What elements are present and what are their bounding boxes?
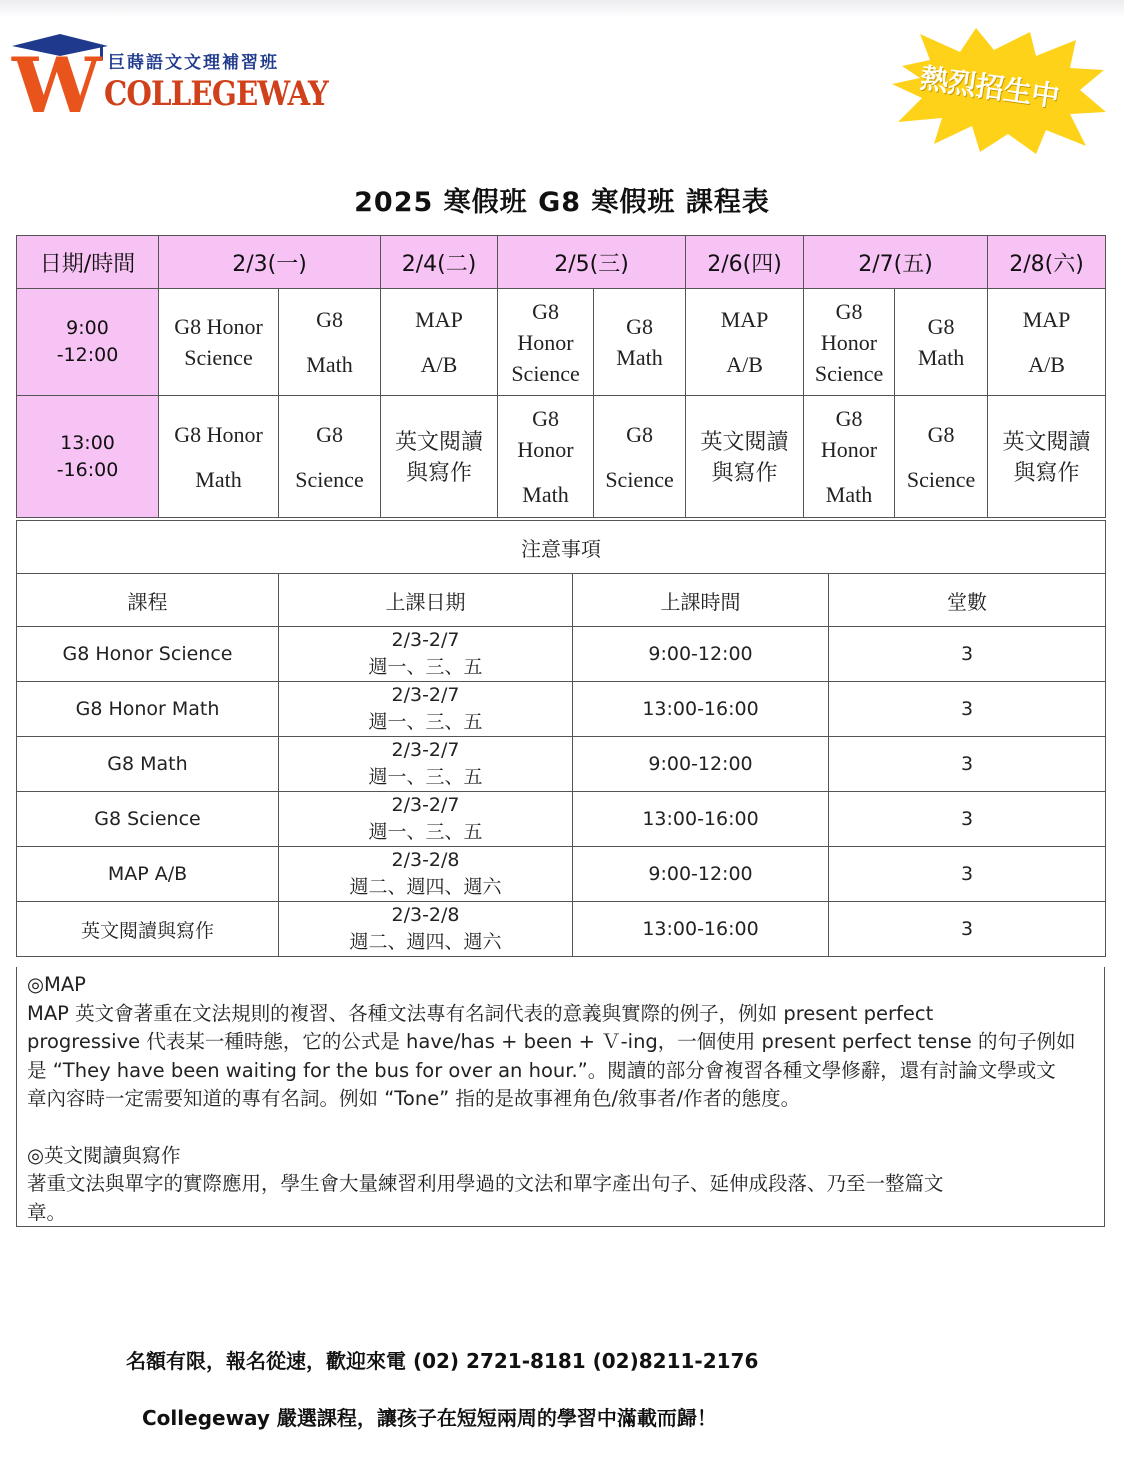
class-label: Math [825,482,873,507]
weekdays: 週一、三、五 [368,711,483,733]
course-cell: 英文閱讀與寫作 [17,902,279,957]
course-cell: G8 Honor Math [17,682,279,737]
class-label: Science [295,466,364,492]
class-label: Math [522,482,569,507]
class-label: A/B [420,352,458,377]
class-label: G8 Honor [174,314,263,339]
table-row [17,847,1106,902]
class-label: G8 [835,298,863,324]
class-label: Math [616,345,663,370]
course-description [16,967,1105,1227]
weekdays: 週二、週四、週六 [349,876,502,898]
count-cell: 3 [829,627,1106,682]
class-label: G8 [316,421,343,447]
schedule-table [16,235,1106,518]
class-label: G8 [626,421,653,447]
class-label: Honor [820,329,878,355]
time-start: 13:00 [60,431,115,454]
class-label: Honor [517,329,574,355]
time-start: 9:00 [66,317,109,339]
class-cell [804,289,895,396]
table-row [17,737,1106,792]
class-label: Honor [517,437,574,462]
class-cell [895,396,988,518]
time-slot-morning [17,289,159,396]
table-row [17,792,1106,847]
day-header: 2/6(四) [686,236,804,289]
course-cell: G8 Science [17,792,279,847]
class-label: G8 [626,314,653,339]
date-cell [279,902,573,957]
date-cell [279,792,573,847]
class-cell [895,289,988,396]
date-cell [279,627,573,682]
class-label: MAP [415,307,463,332]
day-header: 2/8(六) [988,236,1106,289]
notes-title: 注意事項 [17,521,1106,574]
brand-name-en: COLLEGEWAY [104,74,328,114]
enrollment-badge-text: 熱烈招生中 [918,61,1062,114]
map-description-line: progressive 代表某一種時態，它的公式是 have/has + been + Ｖ-ing，一個使用 present perfect tense 的句子例如 [27,1030,1076,1053]
date-range: 2/3-2/8 [391,849,460,871]
time-cell: 13:00-16:00 [573,902,829,957]
class-label: Math [195,466,242,492]
column-header: 上課時間 [573,574,829,627]
reading-writing-line: 章。 [27,1200,67,1224]
class-label: Math [306,352,353,377]
count-cell: 3 [829,902,1106,957]
date-range: 2/3-2/7 [391,629,460,651]
course-cell: MAP A/B [17,847,279,902]
class-label: Science [814,360,884,386]
time-slot-afternoon [17,396,159,518]
map-description-line: MAP 英文會著重在文法規則的複習、各種文法專有名詞代表的意義與實際的例子，例如 present perfect [27,1001,934,1025]
date-range: 2/3-2/7 [391,684,460,706]
time-cell: 13:00-16:00 [573,792,829,847]
reading-writing-heading: ◎英文閱讀與寫作 [27,1143,181,1167]
weekdays: 週二、週四、週六 [349,931,502,953]
class-label: G8 [835,406,863,431]
class-cell [381,289,498,396]
class-label: MAP [1022,307,1071,332]
class-cell [159,289,279,396]
class-cell [498,289,594,396]
time-end: -12:00 [56,344,119,366]
class-cell [498,396,594,518]
time-end: -16:00 [56,458,119,481]
class-label: Science [511,360,580,386]
tagline: Collegeway 嚴選課程，讓孩子在短短兩周的學習中滿載而歸！ [142,1406,717,1430]
table-row [17,627,1106,682]
class-label: Math [917,345,965,370]
class-label: Science [184,345,253,370]
date-range: 2/3-2/8 [391,904,460,926]
weekdays: 週一、三、五 [368,766,483,788]
class-label: 與寫作 [1013,459,1080,485]
map-heading: ◎MAP [27,973,86,996]
class-cell [594,289,686,396]
class-label: G8 [927,314,955,339]
top-shade [0,0,1124,18]
date-cell [279,682,573,737]
class-label: 英文閱讀 [395,428,484,454]
class-label: G8 [532,406,559,431]
reading-writing-line: 著重文法與單字的實際應用，學生會大量練習利用學過的文法和單字產出句子、延伸成段落、乃至一整篇文 [27,1172,944,1195]
class-label: Science [605,466,674,492]
day-header: 2/5(三) [498,236,686,289]
schedule-corner-header: 日期/時間 [17,236,159,289]
map-description-line: 是 “They have been waiting for the bus for over an hour.”。閱讀的部分會複習各種文學修辭，還有討論文學或文 [27,1058,1056,1082]
class-cell [594,396,686,518]
brand-name-cn: 巨蒔語文文理補習班 [108,53,279,73]
column-header: 課程 [17,574,279,627]
map-description-line: 章內容時一定需要知道的專有名詞。例如 “Tone” 指的是故事裡角色/敘事者/作者的態度。 [27,1087,801,1110]
class-label: 英文閱讀 [1002,428,1091,454]
class-cell [279,396,381,518]
class-cell [988,396,1106,518]
notes-table [16,520,1106,957]
date-range: 2/3-2/7 [391,794,460,816]
collegeway-logo [12,34,328,130]
class-label: Honor [820,437,878,462]
class-label: G8 Honor [174,421,263,447]
time-cell: 9:00-12:00 [573,627,829,682]
column-header: 上課日期 [279,574,573,627]
weekdays: 週一、三、五 [368,821,483,843]
class-label: 英文閱讀 [700,428,789,454]
class-label: G8 [927,421,955,447]
day-header: 2/3(一) [159,236,381,289]
date-cell [279,737,573,792]
course-cell: G8 Honor Science [17,627,279,682]
page-title: 2025 寒假班 G8 寒假班 課程表 [354,187,770,218]
table-row [17,682,1106,737]
class-cell [159,396,279,518]
count-cell: 3 [829,682,1106,737]
date-range: 2/3-2/7 [391,739,460,761]
table-row [17,902,1106,957]
class-label: A/B [726,352,763,377]
course-cell: G8 Math [17,737,279,792]
count-cell: 3 [829,737,1106,792]
date-cell [279,847,573,902]
count-cell: 3 [829,792,1106,847]
class-cell [804,396,895,518]
time-cell: 9:00-12:00 [573,737,829,792]
class-cell [381,396,498,518]
contact-line: 名額有限，報名從速，歡迎來電 (02) 2721-8181 (02)8211-2176 [126,1349,759,1373]
class-cell [279,289,381,396]
class-label: G8 [532,298,559,324]
class-label: MAP [720,307,769,332]
column-header: 堂數 [829,574,1106,627]
logo-letter: W [12,41,96,130]
class-cell [988,289,1106,396]
class-label: G8 [316,307,343,332]
time-cell: 13:00-16:00 [573,682,829,737]
count-cell: 3 [829,847,1106,902]
day-header: 2/7(五) [804,236,988,289]
class-label: Science [906,466,976,492]
weekdays: 週一、三、五 [368,656,483,678]
class-label: A/B [1028,352,1065,377]
class-cell [686,289,804,396]
class-label: 與寫作 [711,459,778,485]
class-cell [686,396,804,518]
time-cell: 9:00-12:00 [573,847,829,902]
day-header: 2/4(二) [381,236,498,289]
class-label: 與寫作 [406,459,473,485]
